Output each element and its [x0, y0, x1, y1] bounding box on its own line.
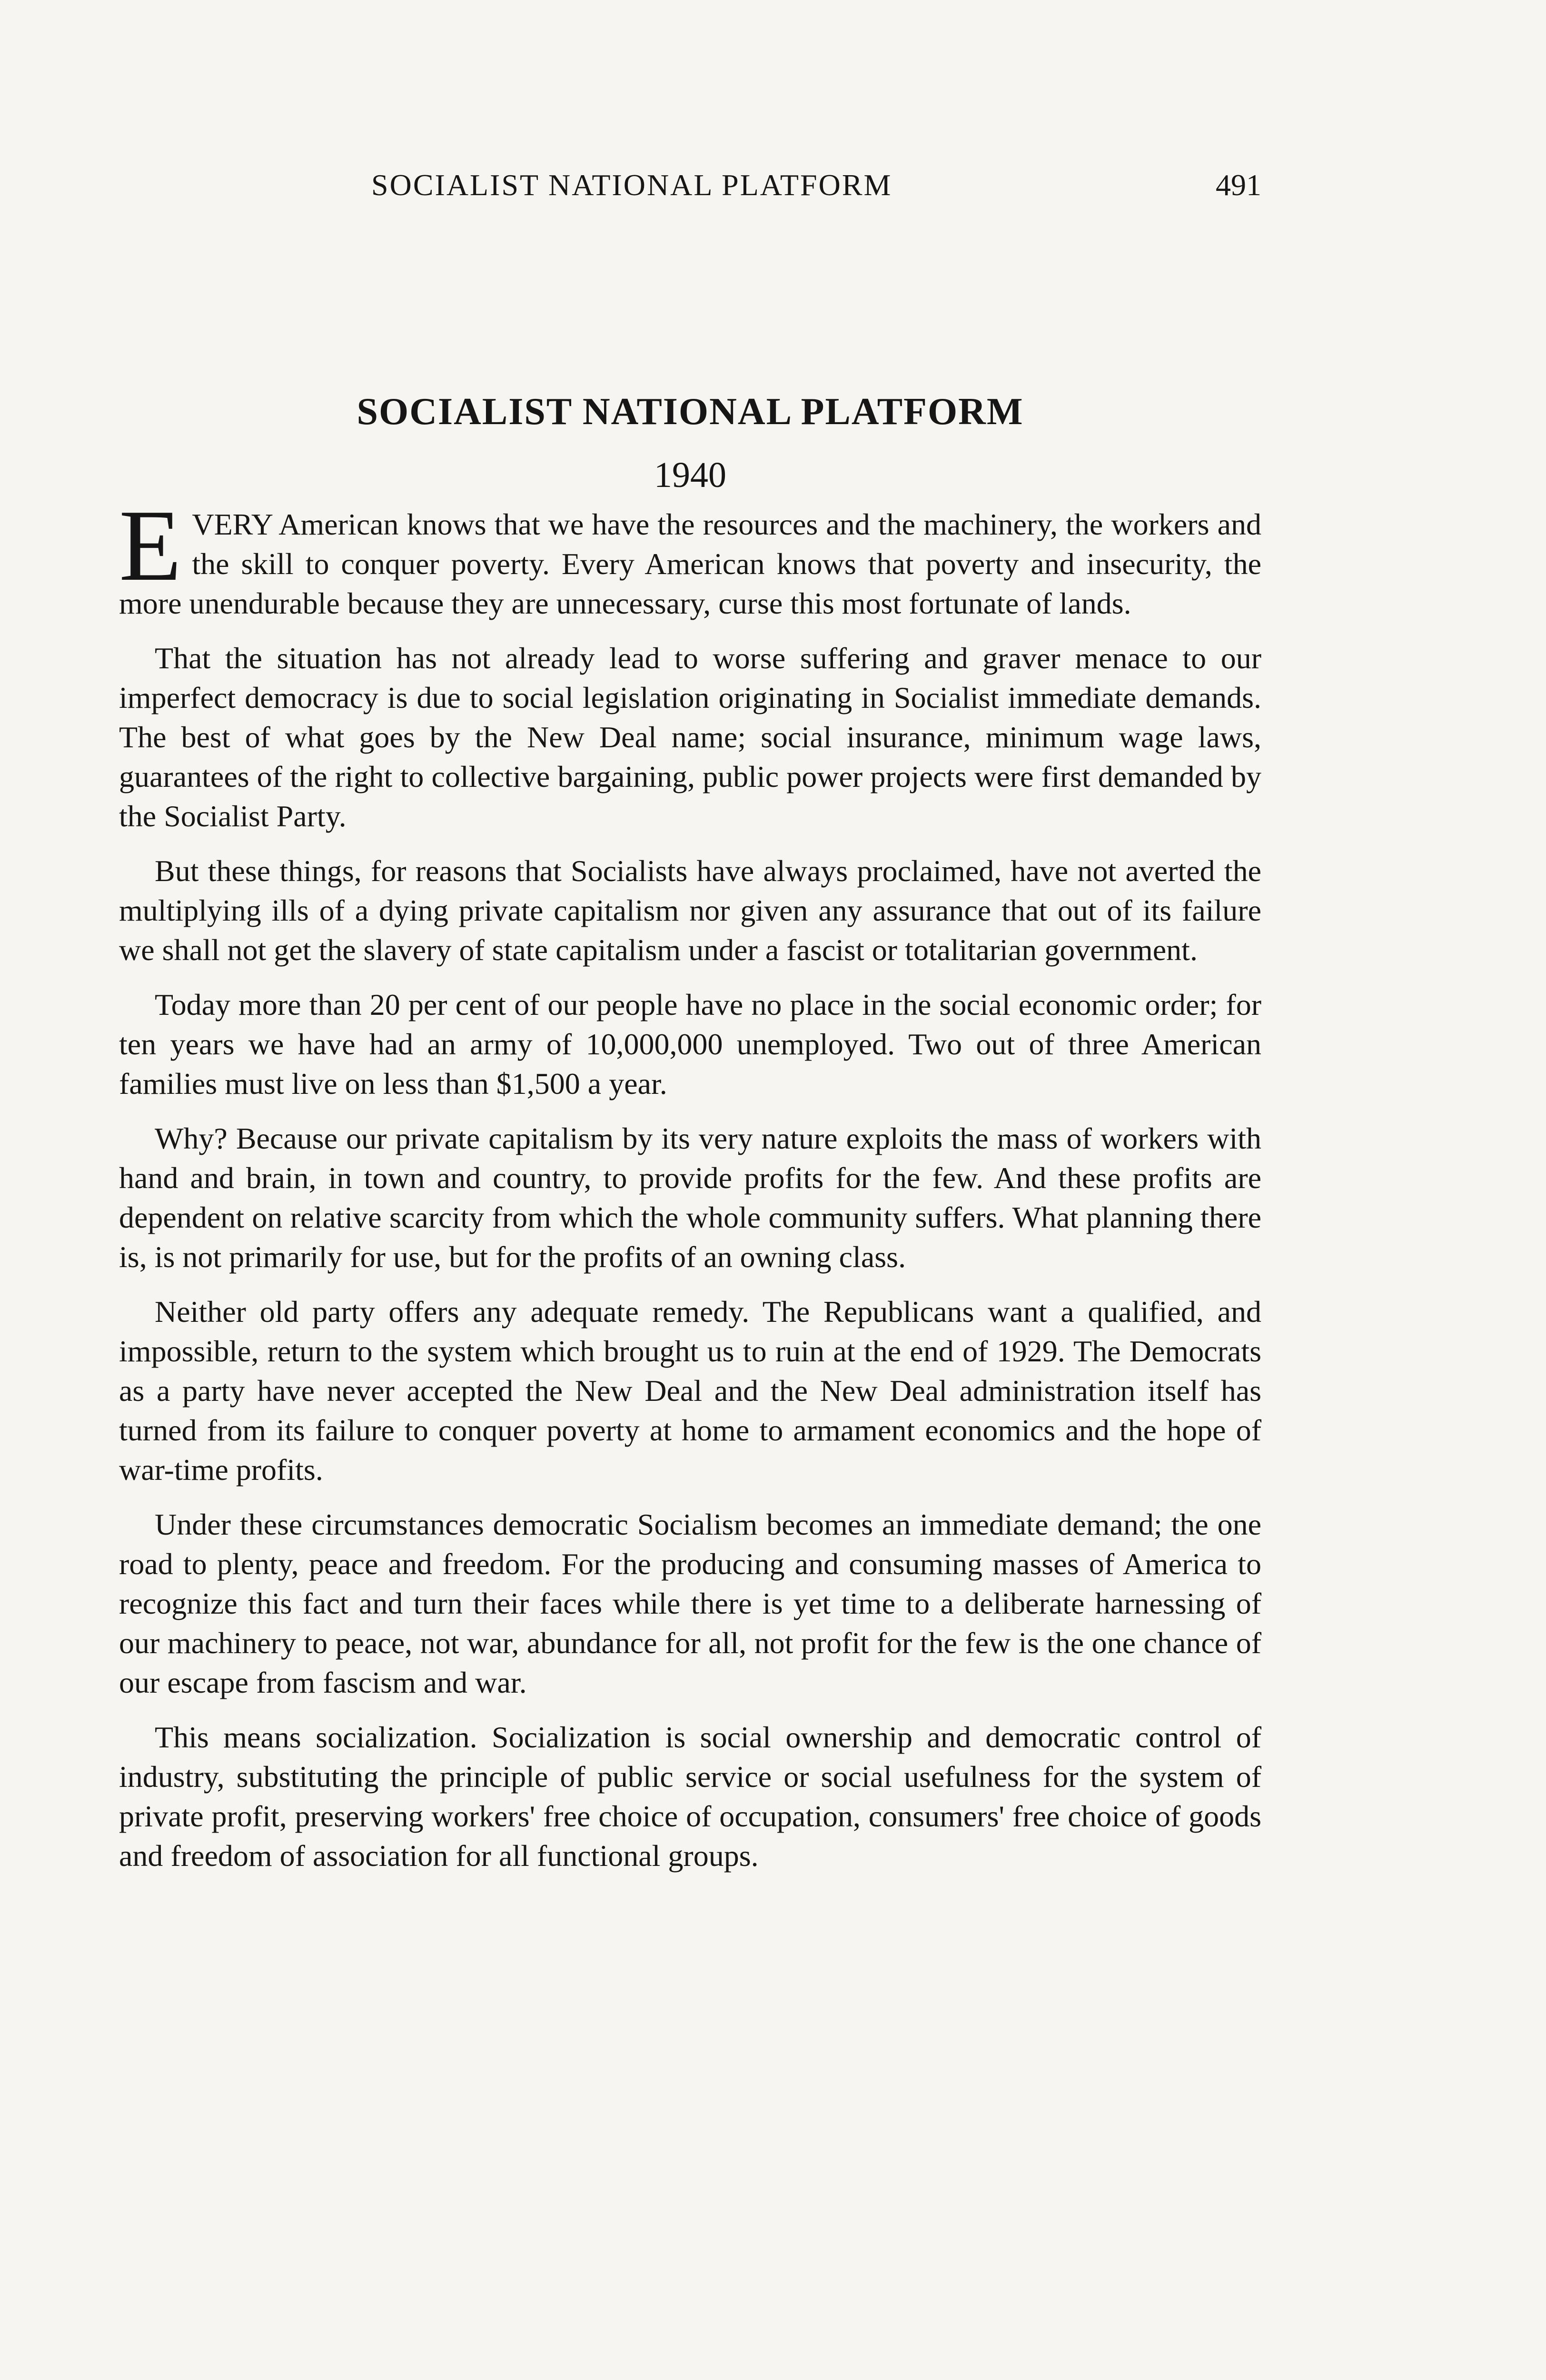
- paragraph-7: Under these circumstances democratic Socialism becomes an immediate demand; the one road to plenty, peace and freedom. For the producing and consuming masses of America to recognize this fact and turn their faces while there is yet time to a deliberate harnessing of our machinery to peace, not war, abundance for all, not profit for the few is the one chance of our escape from fascism and war.: [119, 1507, 1261, 1699]
- page-number: 491: [1216, 168, 1261, 202]
- body-text: [119, 488, 1261, 1891]
- document-title: SOCIALIST NATIONAL PLATFORM: [357, 391, 1024, 433]
- running-head: [119, 168, 1261, 210]
- paragraph-8: This means socialization. Socialization is social ownership and democratic control of industry, substituting the principle of public service or social usefulness for the system of private profit, preserving workers' free choice of occupation, consumers' free choice of goods and freedom of association for all functional groups.: [119, 1720, 1261, 1873]
- paragraph-5: Why? Because our private capitalism by its very nature exploits the mass of workers with hand and brain, in town and country, to provide profits for the few. And these profits are dependent on relative scarcity from which the whole community suffers. What planning there is, is not primarily for use, but for the profits of an owning class.: [119, 1121, 1261, 1274]
- paragraph-3: But these things, for reasons that Socialists have always proclaimed, have not averted the multiplying ills of a dying private capitalism nor given any assurance that out of its failure we shall not get the slavery of state capitalism under a fascist or totalitarian government.: [119, 854, 1261, 967]
- drop-cap: E: [119, 488, 182, 602]
- paragraph-6: Neither old party offers any adequate remedy. The Republicans want a qualified, and impossible, return to the system which brought us to ruin at the end of 1929. The Democrats as a party have never accepted the New Deal and the New Deal administration itself has turned from its failure to conquer poverty at home to armament economics and the hope of war-time profits.: [119, 1295, 1261, 1487]
- document-year: 1940: [654, 455, 726, 495]
- paragraph-2: That the situation has not already lead to worse suffering and graver menace to our imperfect democracy is due to social legislation originating in Socialist immediate demands. The best of what goes by the New Deal name; social insurance, minimum wage laws, guarantees of the right to collective bargaining, public power projects were first demanded by the Socialist Party.: [119, 641, 1261, 833]
- paragraph-1-text: VERY American knows that we have the resources and the machinery, the workers and the skill to conquer poverty. Every American knows that poverty and insecurity, the more unendurable because they are unnecessary, curse this most fortunate of lands.: [119, 507, 1261, 620]
- running-title: SOCIALIST NATIONAL PLATFORM: [371, 168, 892, 202]
- paragraph-4: Today more than 20 per cent of our people have no place in the social economic order; for ten years we have had an army of 10,000,000 unemployed. Two out of three American families must live on less than $1,500 a year.: [119, 988, 1261, 1101]
- paragraph-1: [119, 488, 1261, 623]
